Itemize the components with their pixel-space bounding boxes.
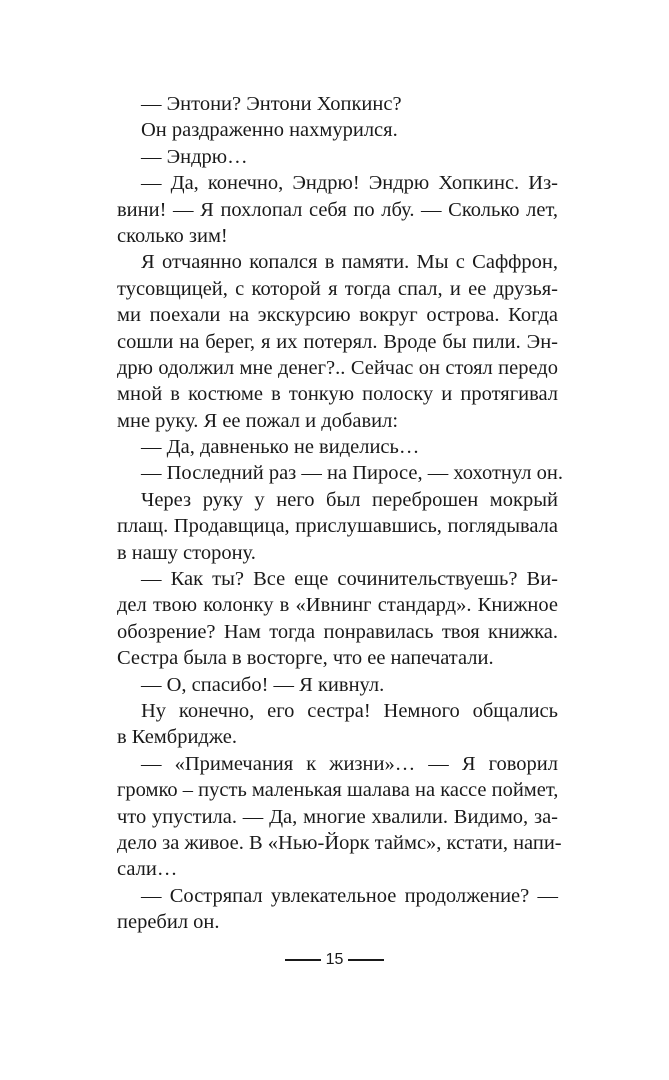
left-dash xyxy=(285,959,321,961)
page-footer xyxy=(0,950,669,970)
text-line: что упустила. — Да, многие хвалили. Видимо, за- xyxy=(117,805,558,828)
text-line: — «Примечания к жизни»… — Я говорил xyxy=(141,752,558,775)
text-line: — Состряпал увлекательное продолжение? — xyxy=(141,884,558,907)
text-line: тусовщицей, с которой я тогда спал, и ее друзья- xyxy=(117,277,558,300)
text-line: — Да, давненько не виделись… xyxy=(141,436,420,459)
text-line: плащ. Продавщица, прислушавшись, поглядывала xyxy=(117,515,558,538)
right-dash xyxy=(348,959,384,961)
text-line: — Эндрю… xyxy=(141,145,248,168)
text-line: сколько зим! xyxy=(117,224,228,247)
text-line: — Энтони? Энтони Хопкинс? xyxy=(141,93,402,115)
text-line: сошли на берег, я их потерял. Вроде бы пили. Эн- xyxy=(117,330,558,353)
text-line: — Последний раз — на Пиросе, — хохотнул он. xyxy=(141,462,563,485)
text-line: дрю одолжил мне денег?.. Сейчас он стоял передо xyxy=(117,356,558,379)
text-line: — Как ты? Все еще сочинительствуешь? Ви- xyxy=(141,568,558,591)
text-line: мне руку. Я ее пожал и добавил: xyxy=(117,409,399,432)
text-line: мной в костюме в тонкую полоску и протягивал xyxy=(117,383,558,406)
text-line: сали… xyxy=(117,858,178,881)
body-text xyxy=(117,91,563,936)
text-line: Я отчаянно копался в памяти. Мы с Саффрон, xyxy=(141,251,558,274)
text-line: обозрение? Нам тогда понравилась твоя книжка. xyxy=(117,620,558,643)
text-line: ми поехали на экскурсию вокруг острова. Когда xyxy=(117,304,558,327)
text-line: — О, спасибо! — Я кивнул. xyxy=(141,673,385,696)
text-line: Ну конечно, его сестра! Немного общались xyxy=(141,699,558,722)
text-line: дел твою колонку в «Ивнинг стандард». Книжное xyxy=(117,594,558,617)
text-line: дело за живое. В «Нью-Йорк таймс», кстати, напи- xyxy=(117,831,562,854)
text-line: Сестра была в восторге, что ее напечатали. xyxy=(117,647,494,670)
text-line: вини! — Я похлопал себя по лбу. — Сколько лет, xyxy=(117,198,558,221)
page-number: 15 xyxy=(325,951,344,968)
text-line: Через руку у него был переброшен мокрый xyxy=(141,488,558,511)
text-line: громко – пусть маленькая шалава на кассе поймет, xyxy=(117,779,559,802)
text-line: Он раздраженно нахмурился. xyxy=(141,119,398,142)
text-line: в нашу сторону. xyxy=(117,541,256,564)
text-line: — Да, конечно, Эндрю! Эндрю Хопкинс. Из- xyxy=(141,172,558,195)
text-line: в Кембридже. xyxy=(117,726,237,749)
text-line: перебил он. xyxy=(117,911,220,934)
